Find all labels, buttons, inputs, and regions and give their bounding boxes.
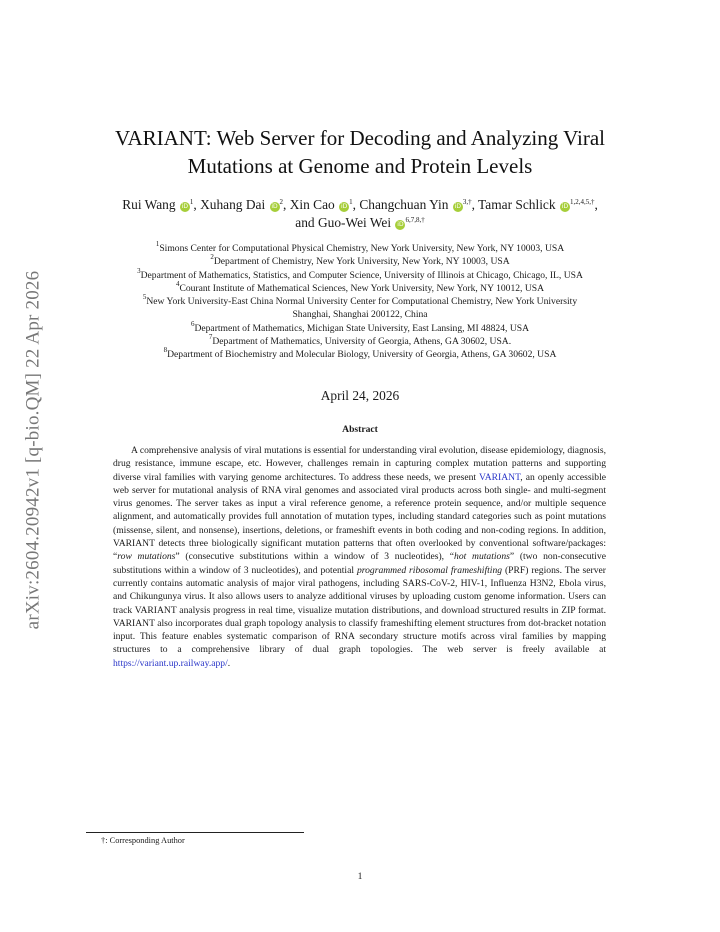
author-name: Tamar Schlick [478,197,556,212]
web-server-url-link[interactable]: https://variant.up.railway.app/ [113,657,228,669]
footnote-divider [86,832,304,833]
affiliation: $^2$Department of Chemistry, New York University, New York, NY 10003, USA [210,253,510,268]
orcid-icon[interactable]: iD [454,203,461,210]
affiliation: $^3$Department of Mathematics, Statistics, and Computer Science, University of Illinois at Chicago, Chicago, IL, USA [137,266,583,281]
author-affiliation: 2 [279,198,284,206]
author-affiliation: 1 [349,198,353,206]
author-affiliation: 3,† [462,198,472,206]
author-name: Guo-Wei Wei [318,215,392,230]
author-list: Rui Wang $iD^1$, Xuhang Dai $iD^2$, Xin Cao $iD^1$, Changchuan Yin $iD^{3,\dagger}$, Tamar Schlick $iD^{1,2,4,5,\dagger}$, and Guo-Wei Wei $iD^{6,7,8,\dagger}$ [122,197,598,230]
title-line-2: Mutations at Genome and Protein Levels [187,154,533,178]
paper-title [60,124,660,180]
author-affiliation: 1 [189,198,194,206]
orcid-icon[interactable]: iD [181,203,189,210]
abstract-body: A comprehensive analysis of viral mutations is essential for understanding viral evolution, disease epidemiology, diagnosis, drug resistance, immune escape, etc. However, challenges remain in capturing complex mutation patterns and supporting diverse viral families with varying genome architectures. To address these needs, we present VARIANT, an openly accessible web server for mutational analysis of RNA viral genomes and associated viral products across both single- and multi-segment virus genomes. The server takes as input a viral reference genome, a reference protein sequence, and/or multiple sequence alignment, and automatically provides full annotation of mutation types, including standard categories such as point mutations (missense, silent, and nonsense), insertions, deletions, or frameshift events in both coding and non-coding regions. In addition, VARIANT detects three biologically significant mutation patterns that often overlooked by conventional software/packages: “row mutations” (consecutive substitutions within a window of 3 nucleotides), “hot mutations” (two non-consecutive substitutions within a window of 3 nucleotides), and potential programmed ribosomal frameshifting (PRF) regions. The server currently contains automatic analysis of major viral pathogens, including SARS-CoV-2, HIV-1, Influenza H3N2, Ebola virus, and Chikungunya virus. It also allows users to analyze additional viruses by uploading custom genome information. Users can track VARIANT analysis progress in real time, visualize mutation distributions, and download structured results in ZIP format. VARIANT also incorporates dual graph topology analysis to classify frameshifting element structures from dot-bracket notation input. This feature enables systematic comparison of RNA secondary structure motifs across viral families by mapping structures to a comprehensive library of dual graph topologies. The web server is freely available at https://variant.up.railway.app/. [113,445,606,669]
corresponding-author-footnote: †: Corresponding Author [101,836,185,845]
affiliation: $^6$Department of Mathematics, Michigan State University, East Lansing, MI 48824, USA [190,319,530,334]
variant-link[interactable]: VARIANT [479,471,521,483]
title-line-1: VARIANT: Web Server for Decoding and Analyzing Viral [115,126,605,150]
affiliation: $^8$Department of Biochemistry and Molecular Biology, University of Georgia, Athens, GA 30602, USA [163,346,557,361]
affiliation-list [70,242,650,362]
arxiv-stamp [18,240,48,660]
affiliation: $^4$Courant Institute of Mathematical Sciences, New York University, New York, NY 10012, USA [175,279,545,294]
affiliation: Shanghai, Shanghai 200122, China [292,309,428,321]
author-conjunction: and [295,215,315,230]
author-name: Rui Wang [122,197,176,212]
orcid-icon[interactable]: iD [271,203,278,210]
abstract-heading: Abstract [342,424,378,435]
orcid-icon[interactable]: iD [561,203,569,210]
author-affiliation: 6,7,8,† [405,216,425,224]
author-name: Xuhang Dai [200,197,266,212]
page-number: 1 [357,871,363,882]
author-name: Changchuan Yin [359,197,449,212]
publication-date: April 24, 2026 [320,388,400,403]
affiliation: $^7$Department of Mathematics, University of Georgia, Athens, GA 30602, USA. [208,333,512,348]
author-affiliation: 1,2,4,5,† [569,198,595,206]
arxiv-id: arXiv:2604.20942v1 [q-bio.QM] 22 Apr 2026 [22,270,43,630]
orcid-icon[interactable]: iD [397,221,404,228]
orcid-icon[interactable]: iD [340,203,348,210]
author-name: Xin Cao [289,197,335,212]
affiliation: $^1$Simons Center for Computational Physical Chemistry, New York University, New York, NY 10003, USA [155,240,565,254]
affiliation: $^5$New York University-East China Normal University Center for Computational Chemistry, New York University [142,293,578,308]
